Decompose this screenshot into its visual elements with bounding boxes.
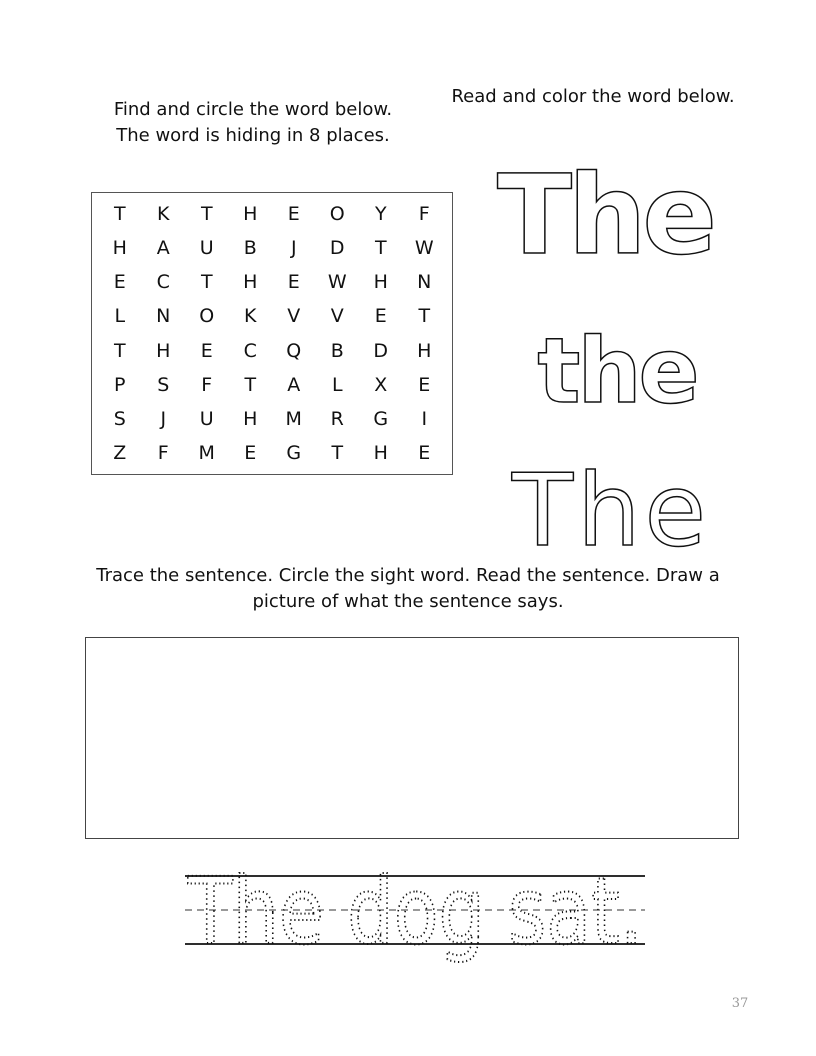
word-search-letter[interactable]: H — [373, 441, 388, 464]
word-search-letter[interactable]: V — [330, 305, 344, 328]
word-search-letter[interactable]: R — [330, 407, 344, 430]
word-search-letter[interactable]: N — [156, 305, 171, 328]
trace-instruction-line2: picture of what the sentence says. — [252, 591, 564, 612]
word-search-letter[interactable]: E — [374, 305, 387, 328]
word-search-letter[interactable]: F — [418, 203, 430, 226]
word-search-letter[interactable]: I — [421, 407, 428, 430]
word-search-letter[interactable]: W — [327, 271, 347, 294]
word-search-letter[interactable]: A — [156, 237, 170, 260]
word-search-letter[interactable]: H — [373, 271, 388, 294]
word-search-letter[interactable]: C — [243, 339, 257, 362]
word-search-letter[interactable]: E — [113, 271, 126, 294]
word-search-letter[interactable]: E — [287, 271, 300, 294]
word-search-letter[interactable]: E — [418, 373, 431, 396]
word-search-letter[interactable]: F — [157, 441, 169, 464]
word-search-letter[interactable]: E — [244, 441, 257, 464]
outline-word[interactable]: The — [497, 151, 713, 279]
word-search-letter[interactable]: E — [418, 441, 431, 464]
word-search-letter[interactable]: U — [199, 237, 214, 260]
word-search-letter[interactable]: H — [243, 271, 258, 294]
word-search-letter[interactable]: G — [286, 441, 302, 464]
word-search-letter[interactable]: M — [285, 407, 302, 430]
outline-word[interactable]: the — [537, 319, 697, 424]
word-search-letter[interactable]: T — [200, 203, 213, 226]
word-search-letter[interactable]: H — [243, 203, 258, 226]
trace-instruction — [70, 563, 746, 615]
word-search-letter[interactable]: N — [417, 271, 432, 294]
word-search-letter[interactable]: K — [157, 203, 170, 226]
word-search-letter[interactable]: U — [199, 407, 214, 430]
word-search-letter[interactable]: D — [373, 339, 389, 362]
word-search-letter[interactable]: T — [374, 237, 387, 260]
word-search-letter[interactable]: D — [329, 237, 345, 260]
word-search-letter[interactable]: L — [114, 305, 126, 328]
word-search-letter[interactable]: X — [374, 373, 388, 396]
word-search-letter[interactable]: B — [243, 237, 257, 260]
word-search-letter[interactable]: G — [373, 407, 389, 430]
trace-sentence[interactable]: The dog sat. — [187, 858, 643, 965]
word-search-letter[interactable]: P — [114, 373, 126, 396]
page-number: 37 — [731, 996, 749, 1011]
word-search-letter[interactable]: H — [243, 407, 258, 430]
word-search-letter[interactable]: W — [414, 237, 434, 260]
word-search-letter[interactable]: V — [287, 305, 301, 328]
word-search-letter[interactable]: J — [290, 237, 297, 260]
word-search-letter[interactable]: T — [331, 441, 344, 464]
word-search-letter[interactable]: H — [417, 339, 432, 362]
word-search-letter[interactable]: T — [113, 203, 126, 226]
word-search-letter[interactable]: L — [331, 373, 343, 396]
drawing-box[interactable] — [85, 637, 739, 839]
word-search-letter[interactable]: C — [156, 271, 170, 294]
word-search-letter[interactable]: M — [198, 441, 215, 464]
word-search-grid[interactable] — [91, 192, 453, 475]
word-search-letter[interactable]: H — [112, 237, 127, 260]
word-search-letter[interactable]: E — [200, 339, 213, 362]
word-search-letter[interactable]: S — [113, 407, 126, 430]
find-instruction-line2: The word is hiding in 8 places. — [116, 125, 390, 146]
tracing-lines[interactable] — [180, 858, 650, 972]
word-search-letter[interactable]: H — [156, 339, 171, 362]
word-search-letter[interactable]: Y — [374, 203, 387, 226]
outline-word[interactable]: The — [512, 452, 710, 569]
color-instruction: Read and color the word below. — [451, 86, 735, 107]
word-search-letter[interactable]: O — [329, 203, 345, 226]
word-search-letter[interactable]: T — [244, 373, 257, 396]
word-search-letter[interactable]: Z — [113, 441, 127, 464]
trace-instruction-line1: Trace the sentence. Circle the sight word. Read the sentence. Draw a — [96, 565, 720, 586]
word-search-letter[interactable]: B — [330, 339, 344, 362]
word-search-letter[interactable]: T — [200, 271, 213, 294]
word-search-letter[interactable]: A — [287, 373, 301, 396]
word-search-letter[interactable]: O — [199, 305, 215, 328]
word-search-letter[interactable]: F — [201, 373, 213, 396]
word-search-letter[interactable]: K — [244, 305, 257, 328]
outline-words[interactable] — [495, 140, 745, 569]
word-search-letter[interactable]: Q — [286, 339, 302, 362]
word-search-letter[interactable]: J — [160, 407, 167, 430]
word-search-letter[interactable]: E — [287, 203, 300, 226]
find-instruction — [88, 97, 418, 149]
word-search-letter[interactable]: S — [157, 373, 170, 396]
word-search-letter[interactable]: T — [113, 339, 126, 362]
word-search-letter[interactable]: T — [418, 305, 431, 328]
find-instruction-line1: Find and circle the word below. — [113, 99, 393, 120]
